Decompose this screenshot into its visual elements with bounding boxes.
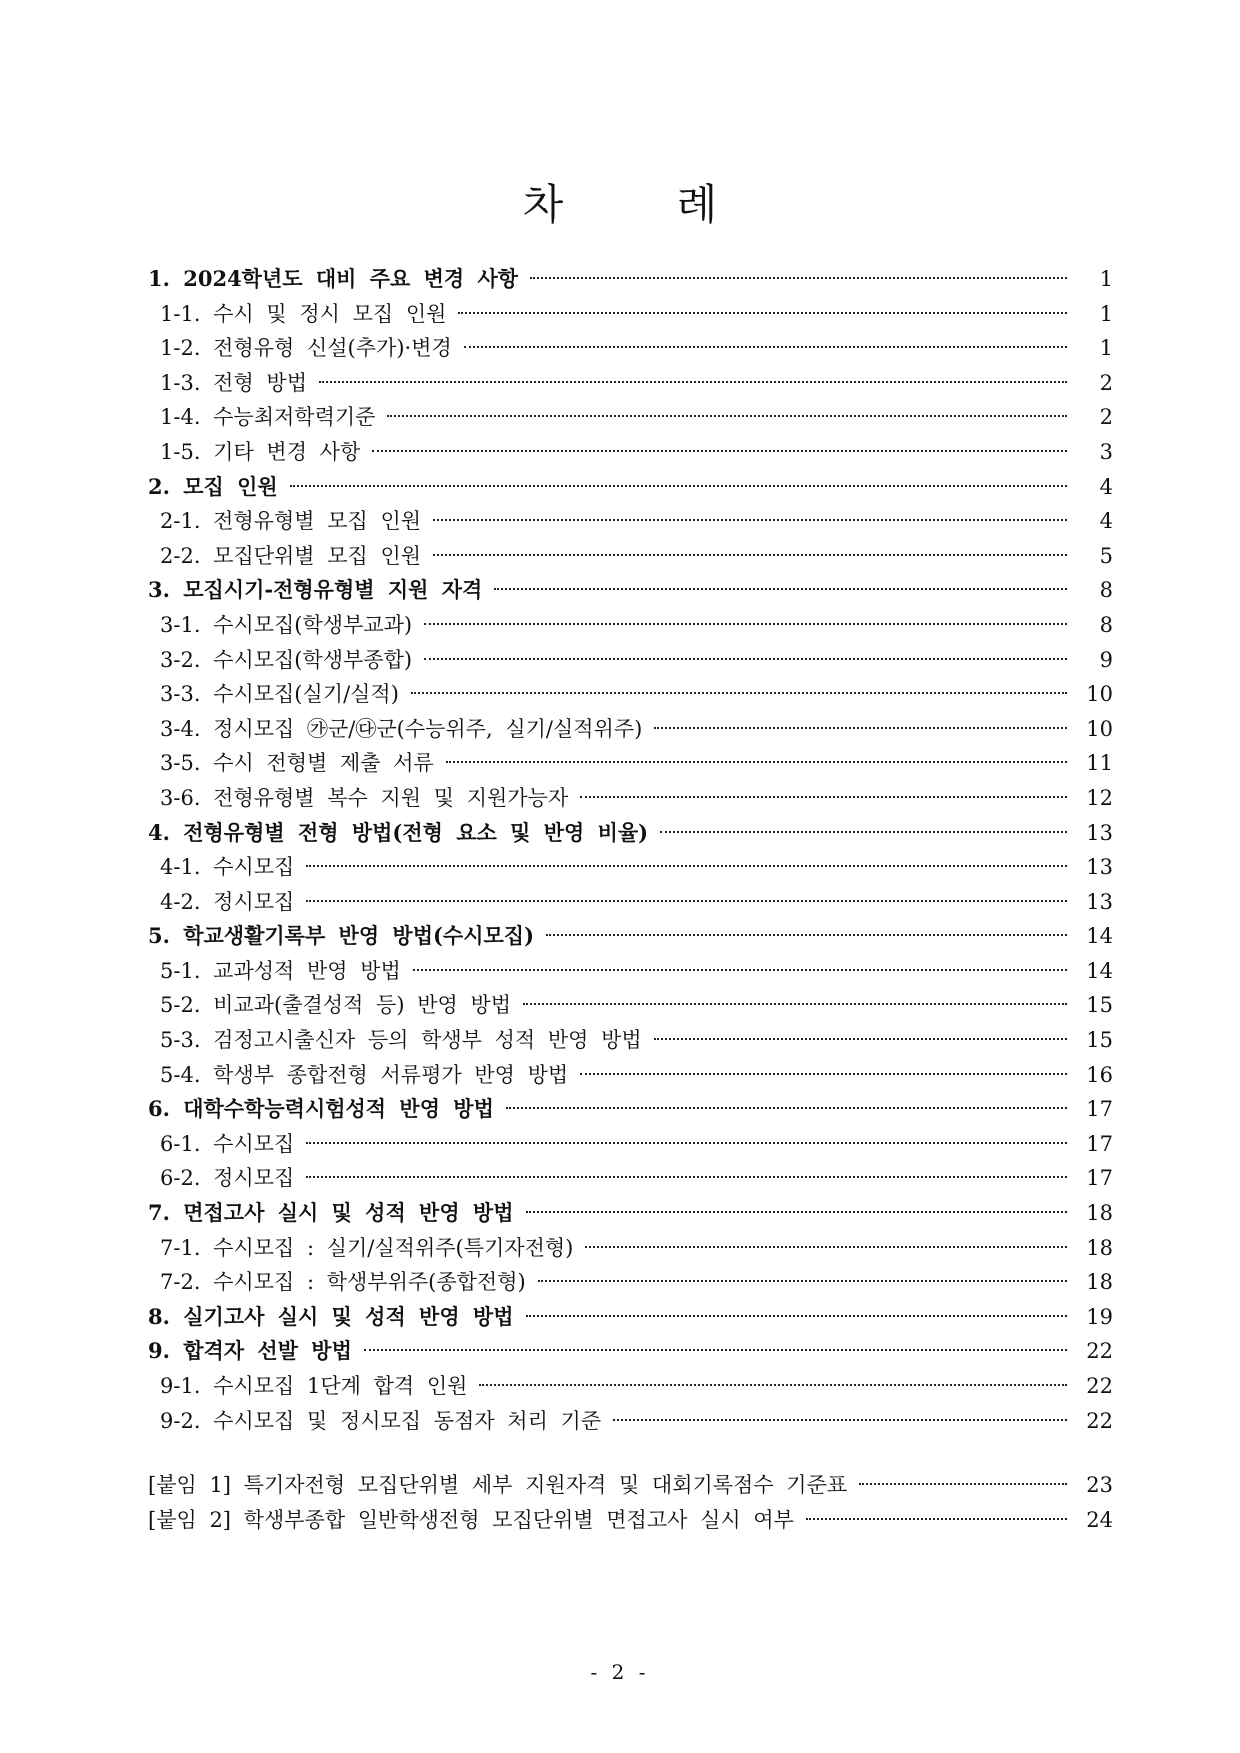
toc-subsection-entry[interactable] — [148, 1265, 1113, 1300]
toc-entry-label: 4-2. 정시모집 — [160, 889, 295, 914]
toc-page-number: 13 — [1086, 889, 1113, 914]
toc-page-number: 13 — [1086, 820, 1113, 845]
toc-page-number: 18 — [1086, 1235, 1113, 1260]
toc-entry-label: 1-5. 기타 변경 사항 — [160, 439, 361, 464]
toc-page-number: 10 — [1086, 716, 1113, 741]
dot-leader — [411, 692, 1067, 694]
toc-attachment-entry[interactable] — [148, 1503, 1113, 1538]
toc-entry-label: 5-2. 비교과(출결성적 등) 반영 방법 — [160, 993, 512, 1018]
dot-leader — [387, 415, 1067, 417]
dot-leader — [306, 865, 1067, 867]
dot-leader — [433, 554, 1067, 556]
toc-page-number: 2 — [1099, 405, 1113, 430]
toc-entry-label: 1-3. 전형 방법 — [160, 370, 307, 395]
toc-subsection-entry[interactable] — [148, 850, 1113, 885]
toc-entry-label: 7-2. 수시모집 : 학생부위주(종합전형) — [160, 1270, 526, 1295]
toc-section-entry[interactable] — [148, 1334, 1113, 1369]
toc-attachment-entry[interactable] — [148, 1468, 1113, 1503]
toc-entry-label: 1-1. 수시 및 정시 모집 인원 — [160, 301, 447, 326]
toc-subsection-entry[interactable] — [148, 1023, 1113, 1058]
section-gap — [148, 1438, 1113, 1468]
toc-entry-label: 9. 합격자 선발 방법 — [148, 1338, 352, 1364]
toc-page-number: 18 — [1086, 1270, 1113, 1295]
toc-section-entry[interactable] — [148, 1300, 1113, 1335]
toc-page-number: 10 — [1086, 682, 1113, 707]
toc-entry-label: 3. 모집시기-전형유형별 지원 자격 — [148, 577, 483, 603]
toc-page-number: 14 — [1086, 924, 1113, 949]
toc-page-number: 3 — [1099, 439, 1113, 464]
toc-subsection-entry[interactable] — [148, 1404, 1113, 1439]
toc-subsection-entry[interactable] — [148, 1369, 1113, 1404]
toc-section-entry[interactable] — [148, 262, 1113, 297]
toc-subsection-entry[interactable] — [148, 1058, 1113, 1093]
toc-page-number: 15 — [1086, 1028, 1113, 1053]
toc-section-entry[interactable] — [148, 816, 1113, 851]
toc-page-number: 16 — [1086, 1062, 1113, 1087]
toc-page-number: 14 — [1086, 958, 1113, 983]
toc-page-number: 8 — [1099, 578, 1113, 603]
dot-leader — [660, 831, 1067, 833]
toc-page-number: 9 — [1099, 647, 1113, 672]
toc-section-entry[interactable] — [148, 1196, 1113, 1231]
dot-leader — [506, 1107, 1067, 1109]
toc-entry-label: 7-1. 수시모집 : 실기/실적위주(특기자전형) — [160, 1235, 574, 1260]
toc-page-number: 4 — [1099, 474, 1113, 499]
toc-page-number: 24 — [1086, 1507, 1113, 1532]
toc-page-number: 5 — [1099, 543, 1113, 568]
toc-section-entry[interactable] — [148, 470, 1113, 505]
dot-leader — [613, 1419, 1067, 1421]
toc-section-entry[interactable] — [148, 919, 1113, 954]
table-of-contents — [148, 262, 1113, 1537]
toc-entry-label: 5. 학교생활기록부 반영 방법(수시모집) — [148, 923, 535, 949]
toc-page-number: 17 — [1086, 1097, 1113, 1122]
toc-page-number: 22 — [1086, 1339, 1113, 1364]
dot-leader — [585, 1246, 1067, 1248]
dot-leader — [424, 623, 1067, 625]
dot-leader — [319, 381, 1067, 383]
toc-subsection-entry[interactable] — [148, 297, 1113, 332]
toc-entry-label: 3-6. 전형유형별 복수 지원 및 지원가능자 — [160, 785, 569, 810]
dot-leader — [458, 312, 1067, 314]
toc-subsection-entry[interactable] — [148, 781, 1113, 816]
toc-subsection-entry[interactable] — [148, 712, 1113, 747]
dot-leader — [306, 1176, 1067, 1178]
dot-leader — [538, 1280, 1067, 1282]
toc-page-number: 23 — [1086, 1473, 1113, 1498]
toc-page-number: 13 — [1086, 855, 1113, 880]
toc-page-number: 2 — [1099, 370, 1113, 395]
dot-leader — [446, 761, 1067, 763]
page-title: 차 례 — [522, 180, 768, 229]
toc-subsection-entry[interactable] — [148, 400, 1113, 435]
dot-leader — [654, 1038, 1067, 1040]
toc-page-number: 22 — [1086, 1374, 1113, 1398]
toc-page-number: 11 — [1086, 751, 1113, 776]
toc-entry-label: 4-1. 수시모집 — [160, 855, 295, 880]
toc-entry-label: 9-2. 수시모집 및 정시모집 동점자 처리 기준 — [160, 1408, 602, 1433]
toc-subsection-entry[interactable] — [148, 1161, 1113, 1196]
toc-entry-label: 1. 2024학년도 대비 주요 변경 사항 — [148, 266, 519, 291]
toc-entry-label: 2-2. 모집단위별 모집 인원 — [160, 543, 422, 568]
toc-page-number: 1 — [1099, 267, 1113, 291]
dot-leader — [306, 900, 1067, 902]
page-number-footer: - 2 - — [590, 1660, 650, 1684]
toc-subsection-entry[interactable] — [148, 331, 1113, 366]
toc-subsection-entry[interactable] — [148, 988, 1113, 1023]
dot-leader — [424, 658, 1067, 660]
toc-entry-label: 5-3. 검정고시출신자 등의 학생부 성적 반영 방법 — [160, 1028, 642, 1053]
toc-subsection-entry[interactable] — [148, 1127, 1113, 1162]
toc-page-number: 22 — [1086, 1408, 1113, 1433]
toc-page-number: 4 — [1099, 509, 1113, 534]
toc-entry-label: 3-1. 수시모집(학생부교과) — [160, 612, 413, 637]
toc-entry-label: 7. 면접고사 실시 및 성적 반영 방법 — [148, 1200, 514, 1226]
toc-subsection-entry[interactable] — [148, 1231, 1113, 1266]
toc-entry-label: 3-5. 수시 전형별 제출 서류 — [160, 751, 434, 776]
toc-entry-label: [붙임 2] 학생부종합 일반학생전형 모집단위별 면접고사 실시 여부 — [148, 1507, 794, 1532]
dot-leader — [433, 519, 1067, 521]
toc-page-number: 17 — [1086, 1131, 1113, 1156]
dot-leader — [526, 1211, 1067, 1213]
dot-leader — [806, 1518, 1067, 1520]
dot-leader — [290, 485, 1067, 487]
toc-entry-label: 6-1. 수시모집 — [160, 1131, 295, 1156]
toc-page-number: 12 — [1086, 785, 1113, 810]
toc-entry-label: 8. 실기고사 실시 및 성적 반영 방법 — [148, 1303, 514, 1329]
toc-entry-label: 3-4. 정시모집 ㉮군/㉰군(수능위주, 실기/실적위주) — [160, 716, 643, 741]
dot-leader — [530, 277, 1067, 279]
toc-page-number: 19 — [1086, 1304, 1113, 1329]
toc-page-number: 15 — [1086, 993, 1113, 1018]
dot-leader — [859, 1483, 1067, 1485]
toc-entry-label: 3-3. 수시모집(실기/실적) — [160, 682, 399, 707]
toc-entry-label: 4. 전형유형별 전형 방법(전형 요소 및 반영 비율) — [148, 819, 649, 845]
toc-page-number: 17 — [1086, 1166, 1113, 1191]
dot-leader — [654, 727, 1067, 729]
dot-leader — [306, 1142, 1067, 1144]
dot-leader — [580, 796, 1067, 798]
dot-leader — [546, 934, 1067, 936]
toc-page-number: 1 — [1099, 301, 1113, 326]
dot-leader — [526, 1315, 1067, 1317]
toc-entry-label: 9-1. 수시모집 1단계 합격 인원 — [160, 1374, 468, 1398]
dot-leader — [494, 588, 1067, 590]
toc-subsection-entry[interactable] — [148, 677, 1113, 712]
dot-leader — [464, 346, 1067, 348]
toc-section-entry[interactable] — [148, 1092, 1113, 1127]
toc-entry-label: [붙임 1] 특기자전형 모집단위별 세부 지원자격 및 대회기록점수 기준표 — [148, 1473, 848, 1498]
toc-entry-label: 2. 모집 인원 — [148, 473, 278, 499]
dot-leader — [479, 1384, 1067, 1386]
toc-entry-label: 1-4. 수능최저학력기준 — [160, 405, 376, 430]
toc-page-number: 18 — [1086, 1201, 1113, 1226]
toc-entry-label: 6-2. 정시모집 — [160, 1166, 295, 1191]
toc-entry-label: 6. 대학수학능력시험성적 반영 방법 — [148, 1096, 494, 1122]
toc-entry-label: 5-1. 교과성적 반영 방법 — [160, 958, 401, 983]
toc-page-number: 1 — [1099, 336, 1113, 361]
toc-section-entry[interactable] — [148, 573, 1113, 608]
toc-subsection-entry[interactable] — [148, 366, 1113, 401]
toc-subsection-entry[interactable] — [148, 954, 1113, 989]
toc-subsection-entry[interactable] — [148, 539, 1113, 574]
dot-leader — [364, 1349, 1067, 1351]
toc-entry-label: 1-2. 전형유형 신설(추가)·변경 — [160, 336, 452, 361]
toc-page-number: 8 — [1099, 612, 1113, 637]
toc-subsection-entry[interactable] — [148, 746, 1113, 781]
toc-entry-label: 3-2. 수시모집(학생부종합) — [160, 647, 413, 672]
toc-subsection-entry[interactable] — [148, 643, 1113, 678]
toc-entry-label: 5-4. 학생부 종합전형 서류평가 반영 방법 — [160, 1062, 569, 1087]
toc-subsection-entry[interactable] — [148, 504, 1113, 539]
toc-entry-label: 2-1. 전형유형별 모집 인원 — [160, 509, 422, 534]
dot-leader — [413, 969, 1067, 971]
dot-leader — [523, 1003, 1067, 1005]
dot-leader — [580, 1073, 1067, 1075]
toc-subsection-entry[interactable] — [148, 885, 1113, 920]
toc-subsection-entry[interactable] — [148, 608, 1113, 643]
toc-subsection-entry[interactable] — [148, 435, 1113, 470]
dot-leader — [372, 450, 1067, 452]
